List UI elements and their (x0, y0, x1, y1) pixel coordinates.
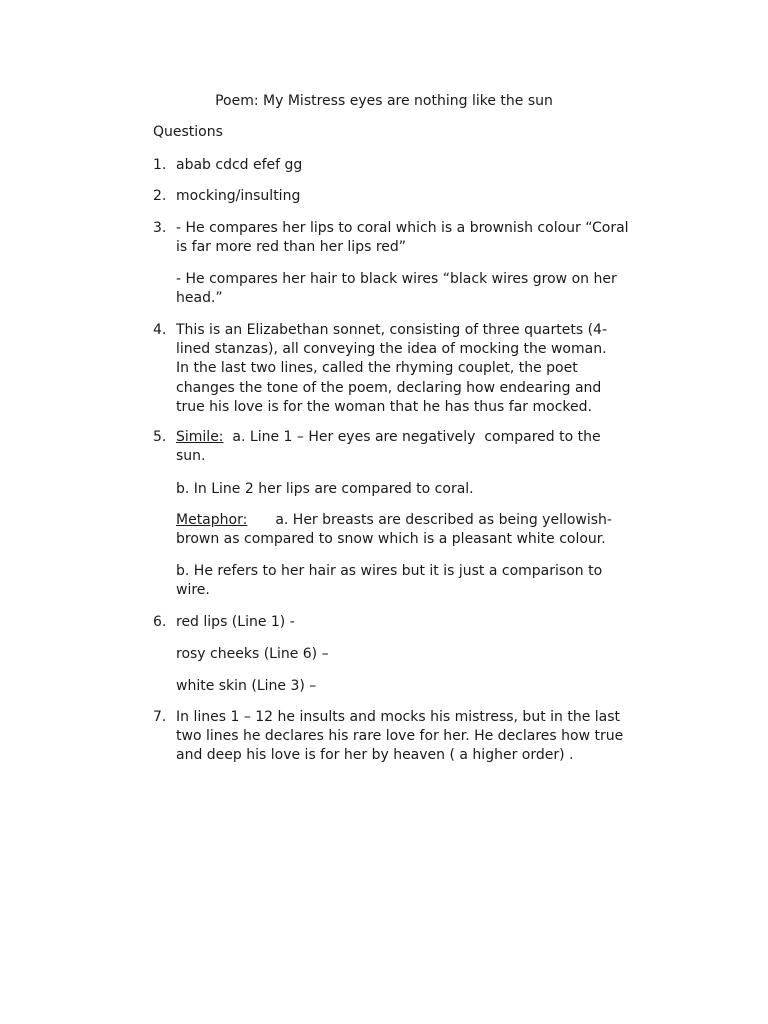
answer-line (176, 428, 638, 447)
answer-line: lined stanzas), all conveying the idea of mocking the woman. (176, 341, 607, 358)
answer-paragraph (176, 270, 638, 308)
answer-line: true his love is for the woman that he has thus far mocked. (176, 398, 592, 415)
answer-number: 5. (153, 429, 167, 445)
answer-paragraph (176, 645, 638, 664)
answer-line: mocking/insulting (176, 188, 301, 204)
answer-line: In lines 1 – 12 he insults and mocks his mistress, but in the last (176, 709, 621, 725)
answer-paragraph (176, 321, 638, 417)
answer-number: 1. (153, 157, 167, 173)
answer-line: brown as compared to snow which is a pleasant white colour. (176, 531, 606, 548)
answer-line: In the last two lines, called the rhyming couplet, the poet (176, 360, 578, 377)
answer-line: b. He refers to her hair as wires but it is just a comparison to (176, 563, 603, 579)
simile-label: Simile: (176, 429, 224, 445)
answer-paragraph (176, 677, 638, 696)
answer-line: This is an Elizabethan sonnet, consisting of three quartets (4- (176, 322, 608, 338)
answer-line: white skin (Line 3) – (176, 678, 317, 694)
answer-line: head.” (176, 290, 223, 307)
answer-paragraph (176, 219, 638, 257)
simile-b-paragraph (176, 480, 638, 499)
answer-number: 6. (153, 614, 167, 630)
metaphor-b-paragraph (176, 562, 638, 600)
answer-number: 2. (153, 188, 167, 204)
metaphor-paragraph (176, 511, 638, 549)
answer-paragraph (176, 708, 638, 766)
metaphor-a-text: a. Her breasts are described as being yellowish- (275, 512, 612, 528)
answer-line: b. In Line 2 her lips are compared to coral. (176, 481, 474, 497)
answer-line: is far more red than her lips red” (176, 239, 407, 256)
answer-number: 7. (153, 709, 167, 725)
answer-line: abab cdcd efef gg (176, 157, 303, 173)
answer-number: 3. (153, 220, 167, 236)
answer-text (176, 156, 638, 175)
answer-line: two lines he declares his rare love for her. He declares how true (176, 728, 624, 745)
metaphor-label: Metaphor: (176, 512, 248, 528)
answer-line: sun. (176, 448, 206, 465)
answer-text (176, 187, 638, 206)
answer-line: - He compares her hair to black wires “black wires grow on her (176, 271, 617, 287)
answer-paragraph (176, 613, 638, 632)
questions-heading: Questions (153, 124, 223, 140)
answer-line: and deep his love is for her by heaven ( a higher order) . (176, 747, 574, 764)
document-title: Poem: My Mistress eyes are nothing like the sun (215, 93, 553, 109)
answer-line: wire. (176, 582, 210, 599)
simile-paragraph (176, 428, 638, 466)
answer-line: red lips (Line 1) - (176, 614, 295, 630)
answer-number: 4. (153, 322, 167, 338)
answer-line: changes the tone of the poem, declaring how endearing and (176, 379, 602, 396)
simile-a-text: a. Line 1 – Her eyes are negatively compared to the (223, 429, 601, 445)
answer-line: - He compares her lips to coral which is a brownish colour “Coral (176, 220, 629, 236)
answer-line (176, 511, 638, 530)
answer-line: rosy cheeks (Line 6) – (176, 646, 329, 662)
